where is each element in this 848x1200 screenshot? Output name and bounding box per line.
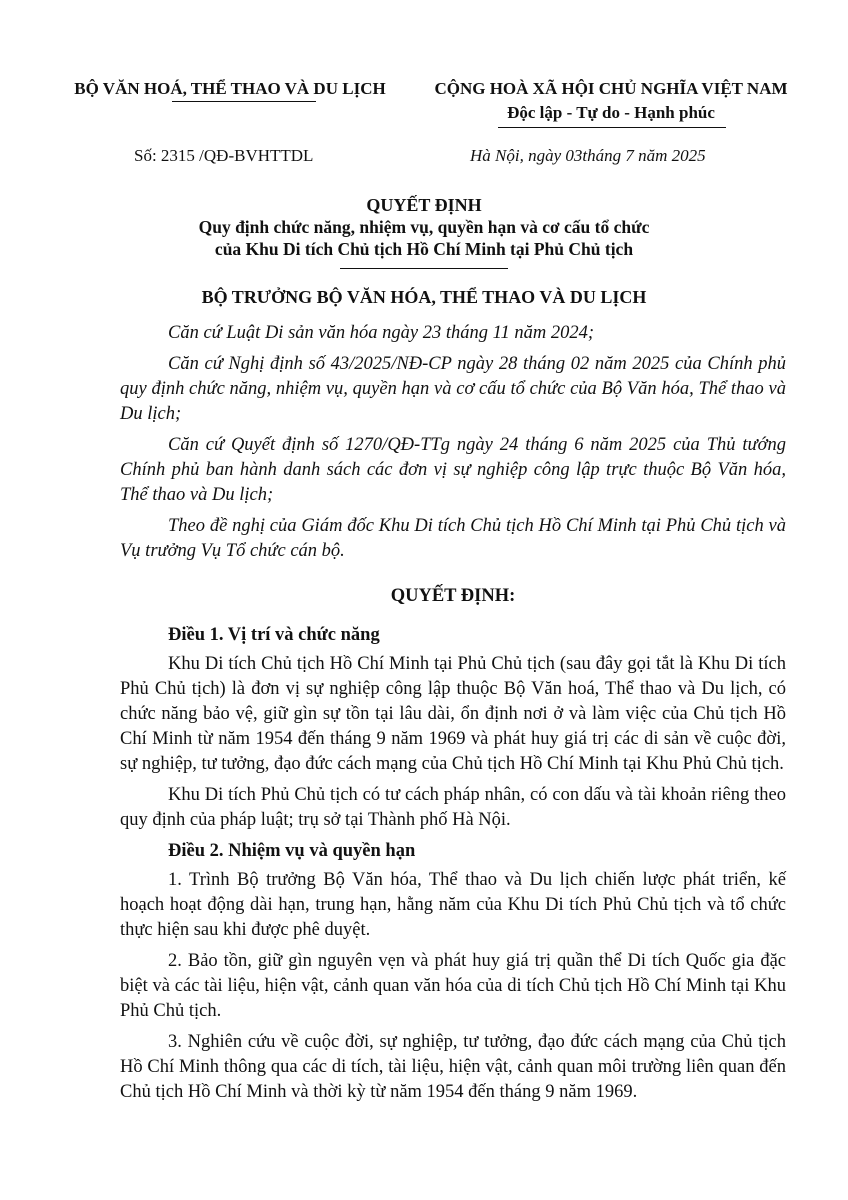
article-1-paragraph-1: Khu Di tích Chủ tịch Hồ Chí Minh tại Phủ Chủ tịch (sau đây gọi tắt là Khu Di tích Phủ Chủ tịch) là đơn vị sự nghiệp công lập thuộc Bộ Văn hoá, Thể thao và Du lịch, có chức năng bảo vệ, giữ gìn sự tồn tại lâu dài, ổn định nơi ở và làm việc của Chủ tịch Hồ Chí Minh từ năm 1954 đến tháng 9 năm 1969 và phát huy giá trị các di sản về cuộc đời, sự nghiệp, tư tưởng, đạo đức cách mạng của Chủ tịch Hồ Chí Minh tại Khu Phủ Chủ tịch. [120, 654, 786, 774]
preamble-3: Căn cứ Quyết định số 1270/QĐ-TTg ngày 24 tháng 6 năm 2025 của Thủ tướng Chính phủ ban hành danh sách các đơn vị sự nghiệp công lập trực thuộc Bộ Văn hóa, Thể thao và Du lịch; [120, 435, 786, 505]
document-body [120, 321, 786, 1111]
preamble-2: Căn cứ Nghị định số 43/2025/NĐ-CP ngày 28 tháng 02 năm 2025 của Chính phủ quy định chức năng, nhiệm vụ, quyền hạn và cơ cấu tổ chức của Bộ Văn hóa, Thể thao và Du lịch; [120, 354, 786, 424]
national-motto: Độc lập - Tự do - Hạnh phúc [507, 103, 715, 122]
country-name: CỘNG HOÀ XÃ HỘI CHỦ NGHĨA VIỆT NAM [434, 79, 788, 98]
title-line-2: của Khu Di tích Chủ tịch Hồ Chí Minh tại Phủ Chủ tịch [214, 239, 634, 259]
title-heading: QUYẾT ĐỊNH [366, 195, 482, 215]
national-header [405, 79, 817, 123]
document-title [60, 194, 788, 260]
article-2-title: Điều 2. Nhiệm vụ và quyền hạn [168, 841, 416, 861]
preamble-1: Căn cứ Luật Di sản văn hóa ngày 23 tháng 11 năm 2024; [168, 323, 594, 343]
article-2-item-1: 1. Trình Bộ trưởng Bộ Văn hóa, Thể thao và Du lịch chiến lược phát triển, kế hoạch hoạt động dài hạn, trung hạn, hằng năm của Khu Di tích Phủ Chủ tịch và tổ chức thực hiện sau khi được phê duyệt. [120, 870, 786, 940]
title-line-1: Quy định chức năng, nhiệm vụ, quyền hạn và cơ cấu tổ chức [198, 217, 650, 237]
article-1-title: Điều 1. Vị trí và chức năng [168, 625, 380, 645]
motto-underline [498, 127, 726, 128]
decision-heading: QUYẾT ĐỊNH: [390, 586, 516, 606]
article-2-item-3: 3. Nghiên cứu về cuộc đời, sự nghiệp, tư tưởng, đạo đức cách mạng của Chủ tịch Hồ Chí Minh thông qua các di tích, tài liệu, hiện vật, cảnh quan môi trường liên quan đến Chủ tịch Hồ Chí Minh và thời kỳ từ năm 1954 đến tháng 9 năm 1969. [120, 1032, 786, 1102]
ministry-name: BỘ VĂN HOÁ, THỂ THAO VÀ DU LỊCH [74, 79, 386, 98]
article-1-paragraph-2: Khu Di tích Phủ Chủ tịch có tư cách pháp nhân, có con dấu và tài khoản riêng theo quy định của pháp luật; trụ sở tại Thành phố Hà Nội. [120, 785, 786, 830]
ministry-underline [172, 101, 316, 102]
article-2-item-2: 2. Bảo tồn, giữ gìn nguyên vẹn và phát huy giá trị quần thể Di tích Quốc gia đặc biệt và các tài liệu, hiện vật, cảnh quan văn hóa của di tích Chủ tịch Hồ Chí Minh tại Khu Phủ Chủ tịch. [120, 951, 786, 1021]
issuing-authority: BỘ TRƯỞNG BỘ VĂN HÓA, THỂ THAO VÀ DU LỊCH [201, 287, 647, 307]
title-underline [340, 268, 508, 269]
document-number: Số: 2315 /QĐ-BVHTTDL [134, 146, 314, 165]
place-and-date: Hà Nội, ngày 03tháng 7 năm 2025 [470, 146, 706, 165]
preamble-4: Theo đề nghị của Giám đốc Khu Di tích Chủ tịch Hồ Chí Minh tại Phủ Chủ tịch và Vụ trưởng Vụ Tổ chức cán bộ. [120, 516, 786, 561]
